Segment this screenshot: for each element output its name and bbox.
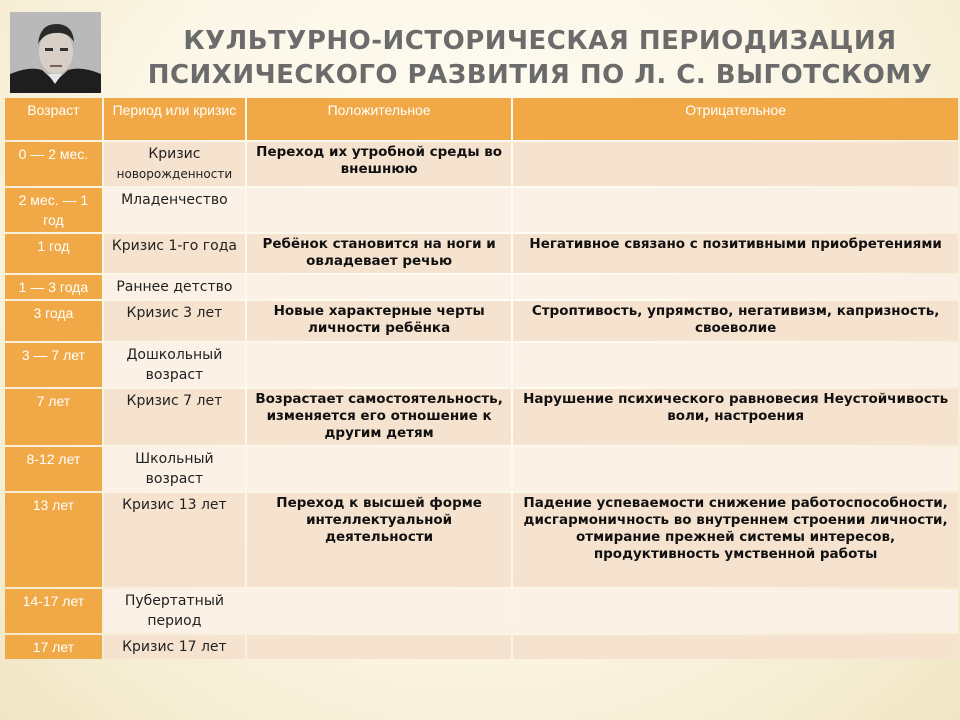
period-cell xyxy=(104,142,245,186)
negative-cell xyxy=(513,275,958,299)
table-header-row xyxy=(5,98,958,140)
header-negative: Отрицательное xyxy=(513,98,958,140)
periodization-table xyxy=(3,96,960,661)
period-cell: Раннее детство xyxy=(104,275,245,299)
positive-cell xyxy=(247,447,511,491)
positive-cell: Ребёнок становится на ноги и овладевает речью xyxy=(247,234,511,273)
period-cell: Дошкольный возраст xyxy=(104,343,245,387)
negative-cell: Негативное связано с позитивными приобретениями xyxy=(513,234,958,273)
header-period: Период или кризис xyxy=(104,98,245,140)
table-row xyxy=(5,234,958,273)
negative-cell: Нарушение психического равновесия Неустойчивость воли, настроения xyxy=(513,389,958,445)
table-row xyxy=(5,343,958,387)
negative-cell xyxy=(513,142,958,186)
table-row xyxy=(5,188,958,232)
positive-cell xyxy=(247,275,511,299)
negative-cell xyxy=(513,188,958,232)
table-row xyxy=(5,275,958,299)
age-cell: 14-17 лет xyxy=(5,589,102,633)
period-label: Кризис xyxy=(148,146,201,162)
period-cell: Младенчество xyxy=(104,188,245,232)
positive-cell xyxy=(247,635,511,659)
positive-cell: Возрастает самостоятельность, изменяется его отношение к другим детям xyxy=(247,389,511,445)
negative-cell: Падение успеваемости снижение работоспособности, дисгармоничность во внутреннем строении личности, отмирание прежней системы интересов, продуктивность умственной работы xyxy=(513,493,958,587)
table-row xyxy=(5,142,958,186)
period-cell: Школьный возраст xyxy=(104,447,245,491)
age-cell: 0 — 2 мес. xyxy=(5,142,102,186)
age-cell: 8-12 лет xyxy=(5,447,102,491)
slide-title xyxy=(130,24,950,92)
title-line-2: ПСИХИЧЕСКОГО РАЗВИТИЯ ПО Л. С. ВЫГОТСКОМУ xyxy=(147,60,933,90)
negative-cell xyxy=(513,589,958,633)
period-cell: Кризис 1-го года xyxy=(104,234,245,273)
positive-cell: Переход их утробной среды во внешнюю xyxy=(247,142,511,186)
positive-cell xyxy=(247,343,511,387)
period-cell: Кризис 17 лет xyxy=(104,635,245,659)
title-line-1: КУЛЬТУРНО-ИСТОРИЧЕСКАЯ ПЕРИОДИЗАЦИЯ xyxy=(183,26,897,56)
table-row xyxy=(5,493,958,587)
header-age: Возраст xyxy=(5,98,102,140)
age-cell: 1 — 3 года xyxy=(5,275,102,299)
table-row xyxy=(5,589,958,633)
positive-cell xyxy=(247,188,511,232)
table-row xyxy=(5,301,958,341)
age-cell: 7 лет xyxy=(5,389,102,445)
age-cell: 3 — 7 лет xyxy=(5,343,102,387)
age-cell: 3 года xyxy=(5,301,102,341)
period-cell: Кризис 13 лет xyxy=(104,493,245,587)
period-cell: Кризис 3 лет xyxy=(104,301,245,341)
header-positive: Положительное xyxy=(247,98,511,140)
period-label-small: новорожденности xyxy=(116,167,233,181)
negative-cell: Строптивость, упрямство, негативизм, капризность, своеволие xyxy=(513,301,958,341)
table-row xyxy=(5,389,958,445)
table-row xyxy=(5,447,958,491)
negative-cell xyxy=(513,343,958,387)
positive-cell: Новые характерные черты личности ребёнка xyxy=(247,301,511,341)
age-cell: 1 год xyxy=(5,234,102,273)
negative-cell xyxy=(513,447,958,491)
negative-cell xyxy=(513,635,958,659)
table-row xyxy=(5,635,958,659)
positive-cell: Переход к высшей форме интеллектуальной деятельности xyxy=(247,493,511,587)
period-cell: Пубертатный период xyxy=(104,589,245,633)
age-cell: 13 лет xyxy=(5,493,102,587)
period-cell: Кризис 7 лет xyxy=(104,389,245,445)
portrait-photo xyxy=(10,12,101,93)
positive-cell xyxy=(247,589,511,633)
age-cell: 2 мес. — 1 год xyxy=(5,188,102,232)
age-cell: 17 лет xyxy=(5,635,102,659)
